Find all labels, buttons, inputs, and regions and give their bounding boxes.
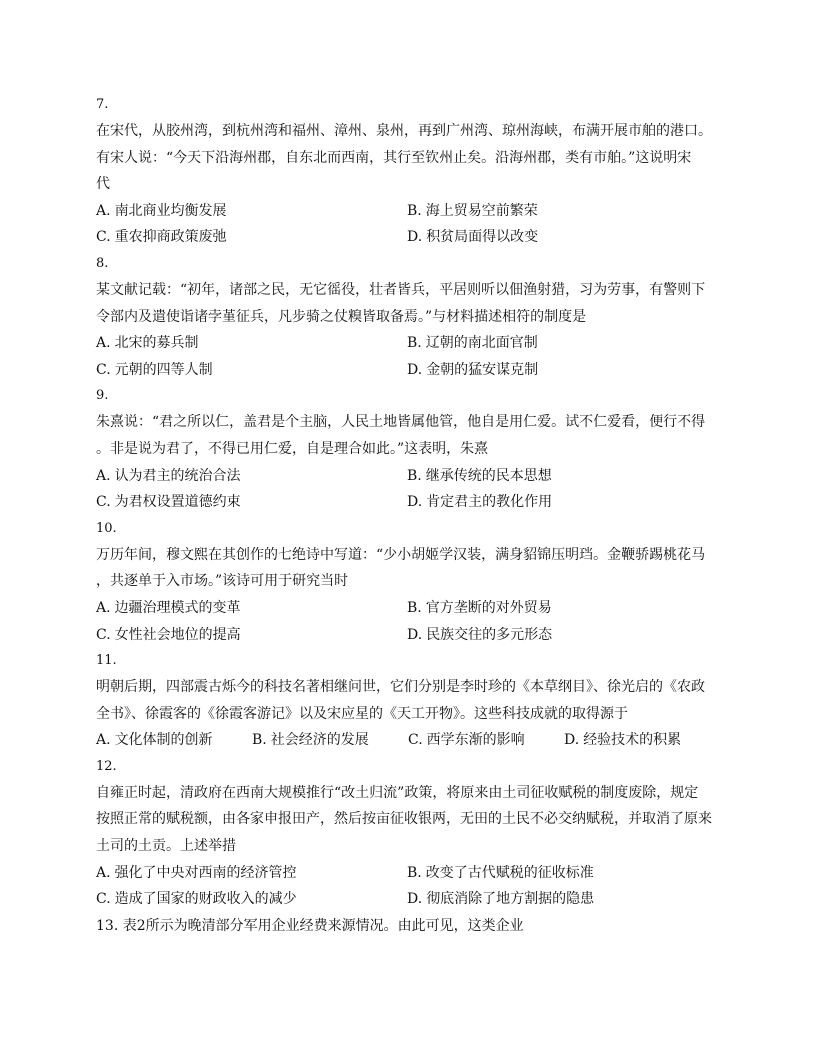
option-b[interactable] <box>252 727 408 754</box>
option-group <box>96 727 720 754</box>
option-text: 女性社会地位的提高 <box>114 626 241 643</box>
option-a[interactable] <box>96 198 407 225</box>
question-stem-line: ，共逐单于入市场。”该诗可用于研究当时 <box>96 573 349 590</box>
option-text: 认为君主的统治合法 <box>114 467 241 484</box>
option-d[interactable] <box>407 622 720 649</box>
question-stem-line: 朱熹说：“君之所以仁，盖君是个主脑，人民土地皆属他管，他自是用仁爱。试不仁爱看，便行不得 <box>96 414 706 431</box>
option-c[interactable] <box>408 727 564 754</box>
question-13-stem: 13. 表2所示为晚清部分军用企业经费来源情况。由此可见，这类企业 <box>96 917 524 934</box>
option-letter: B. <box>407 202 422 219</box>
question-number: 7. <box>96 97 109 112</box>
option-c[interactable] <box>96 224 407 251</box>
option-letter: C. <box>96 361 111 378</box>
question-stem-line: 令部内及遣使诣诸孛堇征兵，凡步骑之仗糗皆取备焉。”与材料描述相符的制度是 <box>96 308 587 325</box>
question-stem-line: 按照正常的赋税额，由各家申报田产，然后按亩征收银两，无田的土民不必交纳赋税，并取消了原来 <box>96 811 712 828</box>
option-text: 辽朝的南北面官制 <box>425 335 538 352</box>
option-letter: B. <box>407 864 422 881</box>
question-stem-line: 代 <box>96 176 110 193</box>
option-c[interactable] <box>96 357 407 384</box>
option-letter: D. <box>407 626 423 643</box>
question-12 <box>96 754 720 913</box>
question-stem-line: 在宋代，从胶州湾，到杭州湾和福州、漳州、泉州，再到广州湾、琼州海峡，布满开展市舶的港口。 <box>96 123 712 139</box>
question-10 <box>96 516 720 648</box>
option-text: 改变了古代赋税的征收标准 <box>425 864 594 881</box>
option-d[interactable] <box>407 224 720 251</box>
question-list <box>96 92 720 939</box>
question-number: 8. <box>96 255 109 271</box>
option-letter: D. <box>564 732 580 749</box>
option-b[interactable] <box>407 860 720 887</box>
option-text: 造成了国家的财政收入的减少 <box>114 891 297 908</box>
option-text: 南北商业均衡发展 <box>114 202 227 219</box>
option-letter: A. <box>96 732 111 749</box>
option-text: 北宋的募兵制 <box>114 335 199 352</box>
option-b[interactable] <box>407 595 720 622</box>
question-stem-line: 土司的土贡。上述举措 <box>96 838 236 855</box>
option-text: 为君权设置道德约束 <box>114 494 241 511</box>
option-letter: D. <box>407 361 423 378</box>
question-number: 9. <box>96 388 109 404</box>
option-letter: A. <box>96 864 111 881</box>
option-text: 积贫局面得以改变 <box>426 229 539 246</box>
option-text: 经验技术的积累 <box>583 732 682 749</box>
question-7 <box>96 92 720 251</box>
option-letter: C. <box>96 229 111 246</box>
option-text: 海上贸易空前繁荣 <box>425 202 538 219</box>
question-stem-line: 万历年间，穆文熙在其创作的七绝诗中写道：“少小胡姬学汉装，满身貂锦压明珰。金鞭骄踢桃花马 <box>96 546 706 563</box>
question-stem-line: 自雍正时起，清政府在西南大规模推行“改土归流”政策，将原来由土司征收赋税的制度废除，规定 <box>96 784 699 801</box>
option-text: 元朝的四等人制 <box>114 361 213 378</box>
option-text: 边疆治理模式的变革 <box>114 599 241 616</box>
question-11 <box>96 648 720 754</box>
option-group <box>96 595 720 648</box>
option-d[interactable] <box>407 886 720 913</box>
option-letter: A. <box>96 599 111 616</box>
option-letter: D. <box>407 229 423 246</box>
option-letter: B. <box>407 599 422 616</box>
option-letter: C. <box>96 626 111 643</box>
option-text: 强化了中央对西南的经济管控 <box>114 864 297 881</box>
option-text: 社会经济的发展 <box>270 732 369 749</box>
option-c[interactable] <box>96 886 407 913</box>
option-group <box>96 198 720 251</box>
option-letter: D. <box>407 494 423 511</box>
option-letter: C. <box>96 891 111 908</box>
question-number: 12. <box>96 758 117 774</box>
option-text: 重农抑商政策废弛 <box>114 229 227 246</box>
option-a[interactable] <box>96 330 407 357</box>
option-text: 西学东渐的影响 <box>426 732 525 749</box>
option-group <box>96 330 720 383</box>
option-text: 彻底消除了地方割据的隐患 <box>426 891 595 908</box>
option-a[interactable] <box>96 727 252 754</box>
option-d[interactable] <box>407 489 720 516</box>
option-letter: B. <box>407 467 422 484</box>
option-letter: C. <box>408 732 423 749</box>
option-letter: D. <box>407 891 423 908</box>
option-text: 官方垄断的对外贸易 <box>425 599 552 616</box>
option-letter: A. <box>96 335 111 352</box>
option-c[interactable] <box>96 622 407 649</box>
option-letter: A. <box>96 467 111 484</box>
option-letter: B. <box>252 732 267 749</box>
option-letter: A. <box>96 202 111 219</box>
question-number: 10. <box>96 520 117 536</box>
option-d[interactable] <box>564 727 720 754</box>
question-9 <box>96 383 720 515</box>
question-number: 11. <box>96 653 117 669</box>
question-stem-line: 某文献记载：“初年，诸部之民，无它徭役，壮者皆兵，平居则听以佃渔射猎，习为劳事，有警则下 <box>96 281 706 298</box>
question-stem-line: 。非是说为君了，不得已用仁爱，自是理合如此。”这表明，朱熹 <box>96 440 489 457</box>
option-b[interactable] <box>407 463 720 490</box>
option-text: 民族交往的多元形态 <box>426 626 553 643</box>
option-c[interactable] <box>96 489 407 516</box>
option-letter: B. <box>407 335 422 352</box>
option-group <box>96 860 720 913</box>
question-stem-line: 有宋人说：“今天下沿海州郡，自东北而西南，其行至钦州止矣。沿海州郡，类有市舶。”这说明宋 <box>96 149 692 166</box>
option-text: 继承传统的民本思想 <box>425 467 552 484</box>
option-b[interactable] <box>407 198 720 225</box>
option-a[interactable] <box>96 463 407 490</box>
option-text: 肯定君主的教化作用 <box>426 494 553 511</box>
option-letter: C. <box>96 494 111 511</box>
option-text: 文化体制的创新 <box>114 732 213 749</box>
question-stem-line: 全书》、徐霞客的《徐霞客游记》以及宋应星的《天工开物》。这些科技成就的取得源于 <box>96 705 628 722</box>
option-text: 金朝的猛安谋克制 <box>426 361 539 378</box>
question-8 <box>96 251 720 383</box>
option-b[interactable] <box>407 330 720 357</box>
option-group <box>96 463 720 516</box>
option-d[interactable] <box>407 357 720 384</box>
question-stem-line: 明朝后期，四部震古烁今的科技名著相继问世，它们分别是李时珍的《本草纲目》、徐光启的《农政 <box>96 679 705 696</box>
option-a[interactable] <box>96 595 407 622</box>
option-a[interactable] <box>96 860 407 887</box>
